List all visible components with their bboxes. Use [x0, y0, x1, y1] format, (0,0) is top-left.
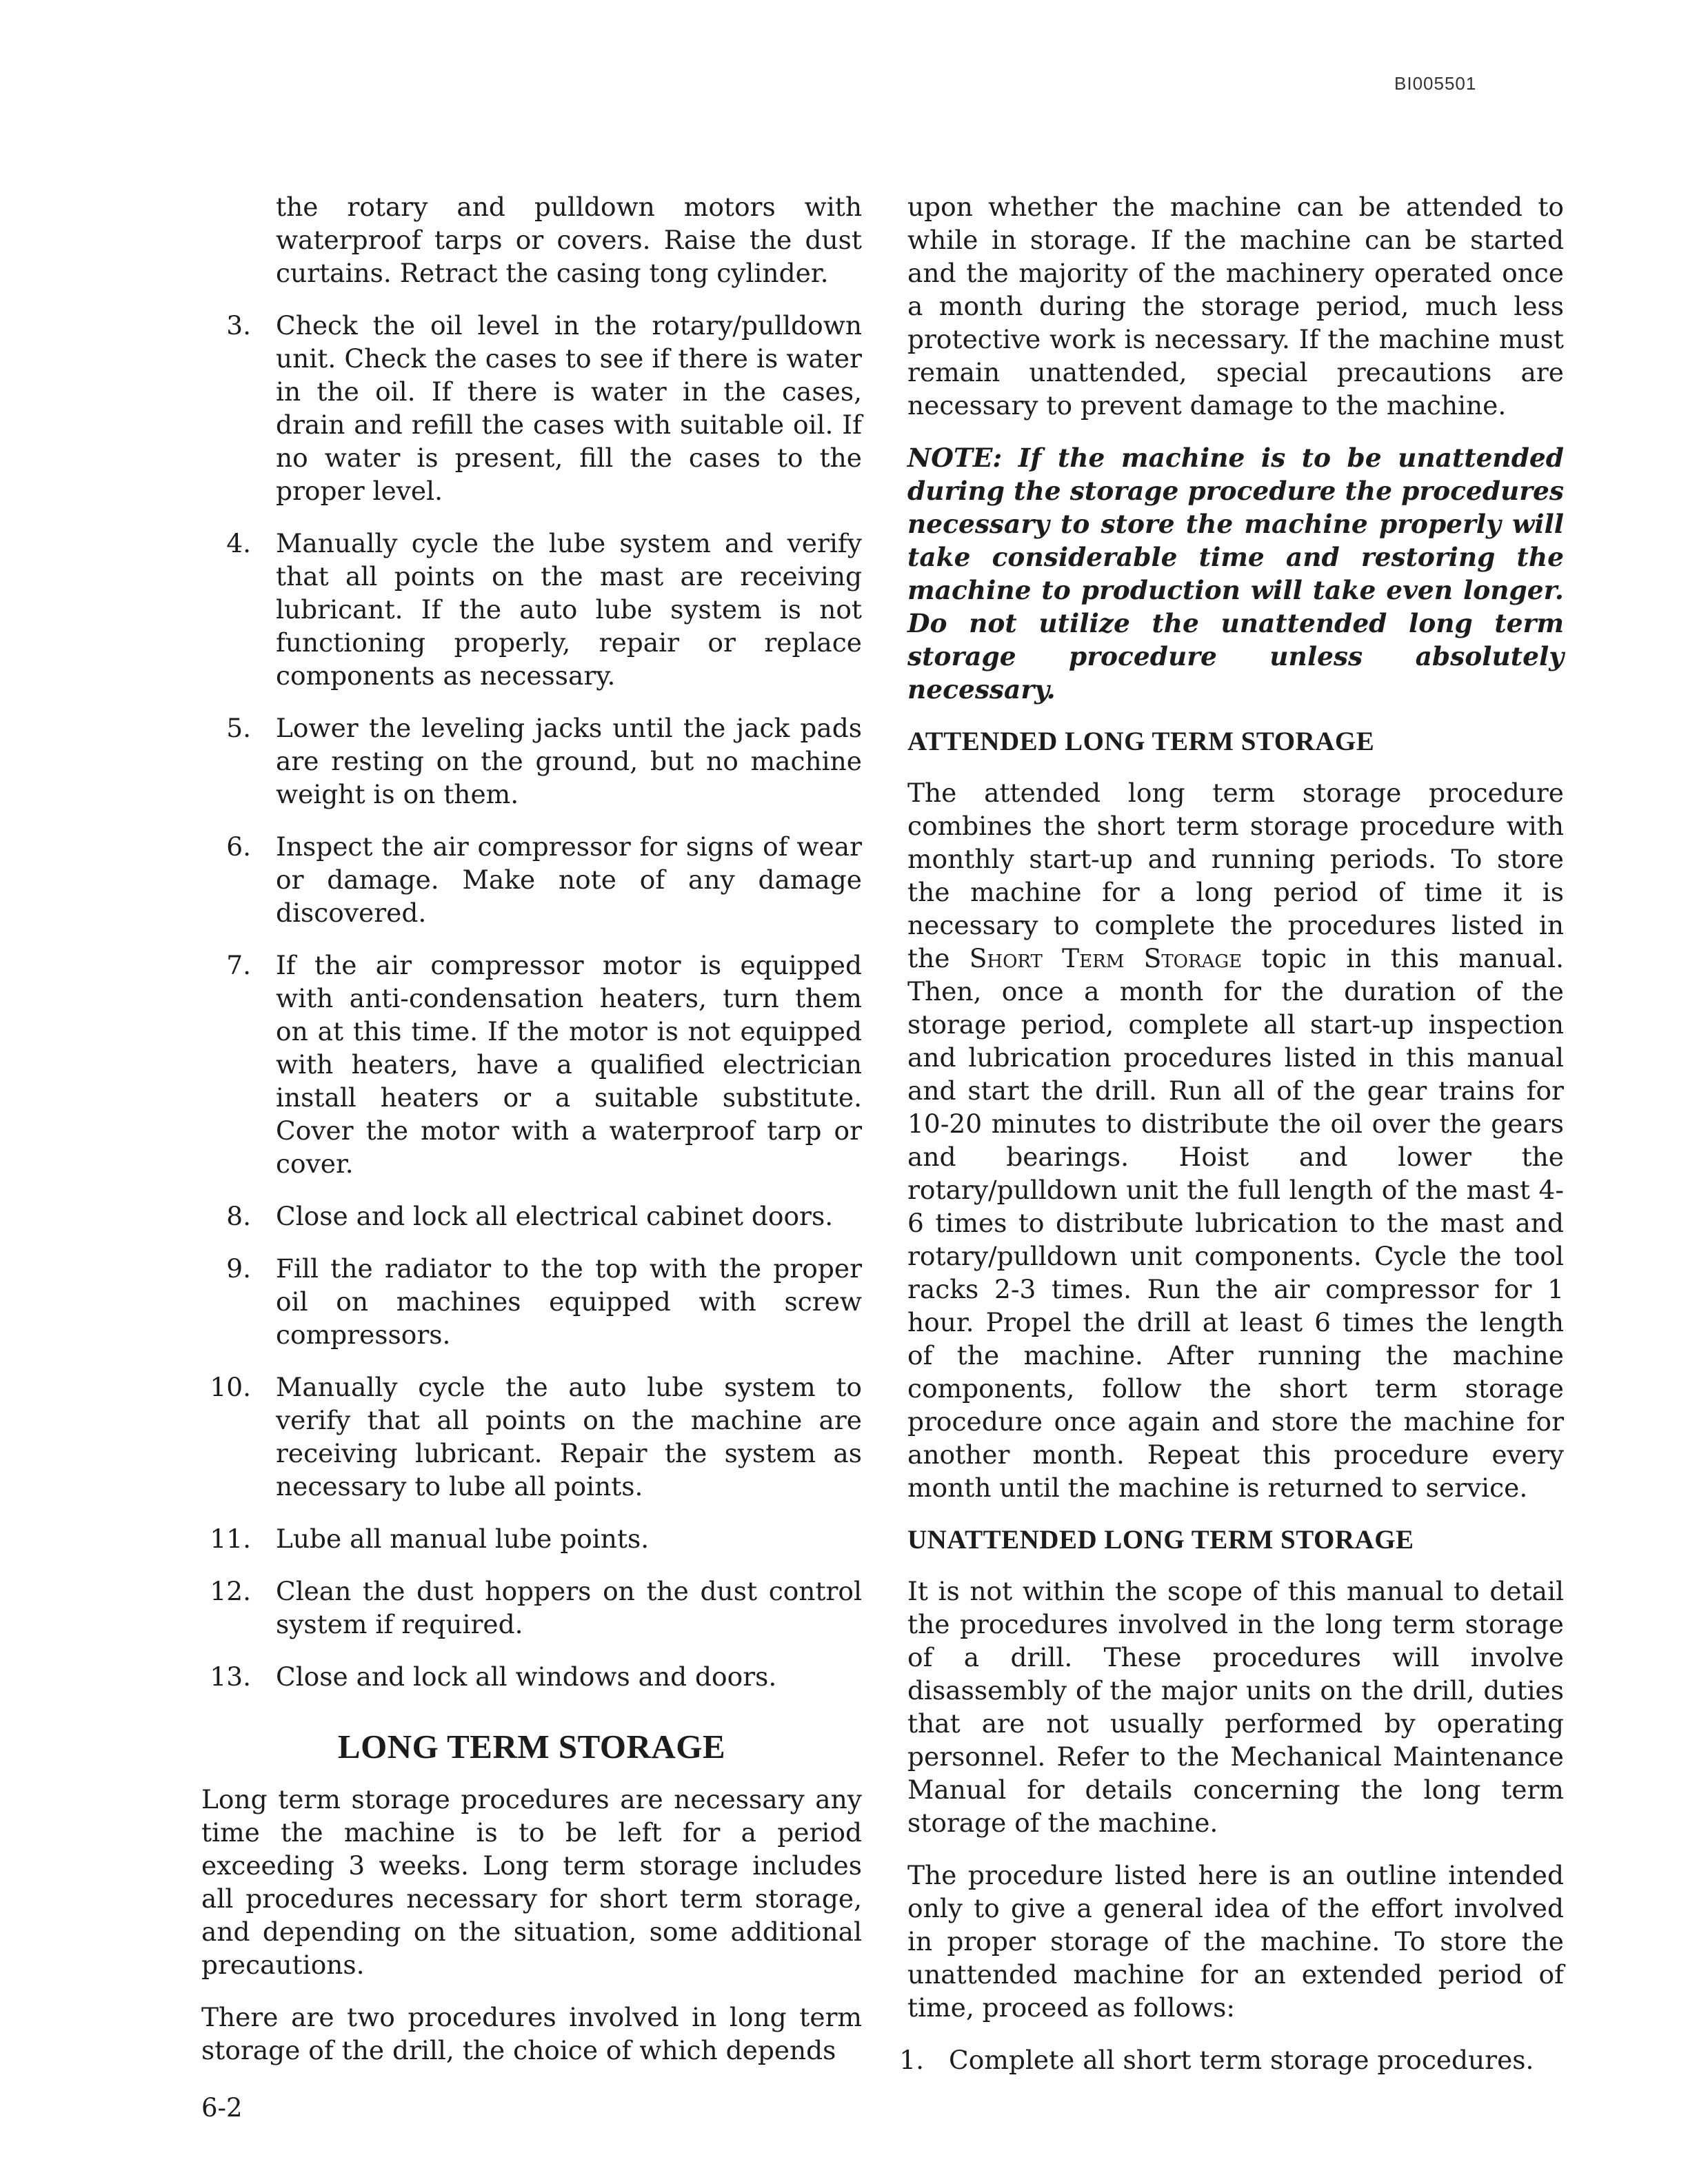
step-number: 5. [226, 713, 251, 743]
list-item [201, 830, 862, 929]
list-item [201, 527, 862, 692]
document-id: BI005501 [1394, 73, 1477, 94]
list-item [201, 1200, 862, 1233]
storage-steps-list [201, 309, 862, 1693]
attended-text-part-2: topic in this manual. Then, once a month for the duration of the storage period, complete all start-up inspection and lubrication procedures listed in this manual and start the drill. Run all of the gear trains for 10-20 minutes to distribute the oil over the gears and bearings. Hoist and lower the rotary/pulldown unit the full length of the mast 4-6 times to distribute lubrication to the mast and rotary/pulldown unit components. Cycle the tool racks 2-3 times. Run the air compressor for 1 hour. Propel the drill at least 6 times the length of the machine. After running the machine components, follow the short term storage procedure once again and store the machine for another month. Repeat this procedure every month until the machine is returned to service. [907, 943, 1565, 1503]
step-text: Inspect the air compressor for signs of wear or damage. Make note of any damage discovered. [276, 831, 862, 928]
section-title-long-term-storage: LONG TERM STORAGE [337, 1728, 726, 1766]
step-text: Lube all manual lube points. [276, 1524, 650, 1554]
unattended-storage-paragraph-1: It is not within the scope of this manual to detail the procedures involved in the long term storage of a drill. These procedures will involve disassembly of the major units on the drill, duties that are not usually performed by operating personnel. Refer to the Mechanical Maintenance Manual for details concerning the long term storage of the machine. [907, 1576, 1564, 1838]
step-number: 7. [226, 950, 251, 980]
list-item [201, 1522, 862, 1555]
step-number: 13. [210, 1661, 251, 1692]
step-text: Close and lock all windows and doors. [276, 1661, 777, 1692]
step-text: Complete all short term storage procedures. [949, 2045, 1534, 2075]
step-number: 4. [226, 528, 251, 558]
list-item [201, 1371, 862, 1503]
long-term-storage-procedures-intro: There are two procedures involved in long term storage of the drill, the choice of which depends [201, 2002, 862, 2065]
step-number: 8. [226, 1201, 251, 1231]
note-unattended-warning: NOTE: If the machine is to be unattended during the storage procedure the procedures necessary to store the machine properly will take considerable time and restoring the machine to production will take even longer. Do not utilize the unattended long term storage procedure unless absolutely necessary. [907, 443, 1564, 705]
left-column [201, 190, 862, 2086]
list-item [201, 1252, 862, 1351]
list-item [874, 2043, 1564, 2076]
step-text: Manually cycle the lube system and verify that all points on the mast are receiving lubricant. If the auto lube system is not functioning properly, repair or replace components as necessary. [276, 528, 862, 691]
long-term-storage-intro: Long term storage procedures are necessary any time the machine is to be left for a period exceeding 3 weeks. Long term storage includes all procedures necessary for short term storage, and depending on the situation, some additional precautions. [201, 1784, 862, 1980]
unattended-storage-paragraph-2: The procedure listed here is an outline intended only to give a general idea of the effort involved in proper storage of the machine. To store the unattended machine for an extended period of time, proceed as follows: [907, 1860, 1564, 2023]
unattended-steps-list [874, 2043, 1564, 2076]
heading-unattended-long-term-storage: UNATTENDED LONG TERM STORAGE [907, 1525, 1414, 1555]
step-number: 11. [210, 1524, 251, 1554]
step-text: Check the oil level in the rotary/pulldown unit. Check the cases to see if there is water in the oil. If there is water in the cases, drain and refill the cases with suitable oil. If no water is present, fill the cases to the proper level. [276, 310, 862, 506]
list-item [201, 1660, 862, 1693]
attended-storage-paragraph [907, 776, 1564, 1504]
list-item [201, 309, 862, 507]
step-number: 9. [226, 1253, 251, 1284]
step-text: Fill the radiator to the top with the proper oil on machines equipped with screw compressors. [276, 1253, 862, 1350]
list-item [201, 711, 862, 811]
list-item [201, 949, 862, 1180]
step-number: 10. [210, 1372, 251, 1402]
right-column [899, 190, 1565, 2096]
step-number: 12. [210, 1576, 251, 1606]
step-number: 6. [226, 831, 251, 862]
page-number: 6-2 [201, 2093, 243, 2123]
short-term-storage-reference: Short Term Storage [969, 943, 1243, 973]
step-text: Clean the dust hoppers on the dust control system if required. [276, 1576, 862, 1639]
step-text: Close and lock all electrical cabinet doors. [276, 1201, 834, 1231]
step-text: Manually cycle the auto lube system to verify that all points on the machine are receiving lubricant. Repair the system as necessary to lube all points. [276, 1372, 862, 1502]
continued-paragraph: upon whether the machine can be attended to while in storage. If the machine can be started and the majority of the machinery operated once a month during the storage period, much less protective work is necessary. If the machine must remain unattended, special precautions are necessary to prevent damage to the machine. [907, 192, 1564, 421]
attended-text-part-1: The attended long term storage procedure combines the short term storage procedure with monthly start-up and running periods. To store the machine for a long period of time it is necessary to complete the procedures listed in the [907, 778, 1564, 973]
step-text: If the air compressor motor is equipped with anti-condensation heaters, turn them on at this time. If the motor is not equipped with heaters, have a qualified electrician install heaters or a suitable substitute. Cover the motor with a waterproof tarp or cover. [276, 950, 862, 1179]
continued-step-text: the rotary and pulldown motors with waterproof tarps or covers. Raise the dust curtains. Retract the casing tong cylinder. [276, 192, 862, 288]
heading-attended-long-term-storage: ATTENDED LONG TERM STORAGE [907, 727, 1375, 756]
step-text: Lower the leveling jacks until the jack pads are resting on the ground, but no machine weight is on them. [276, 713, 862, 809]
list-item [201, 1575, 862, 1641]
step-number: 3. [226, 310, 251, 341]
step-number: 1. [899, 2045, 924, 2075]
